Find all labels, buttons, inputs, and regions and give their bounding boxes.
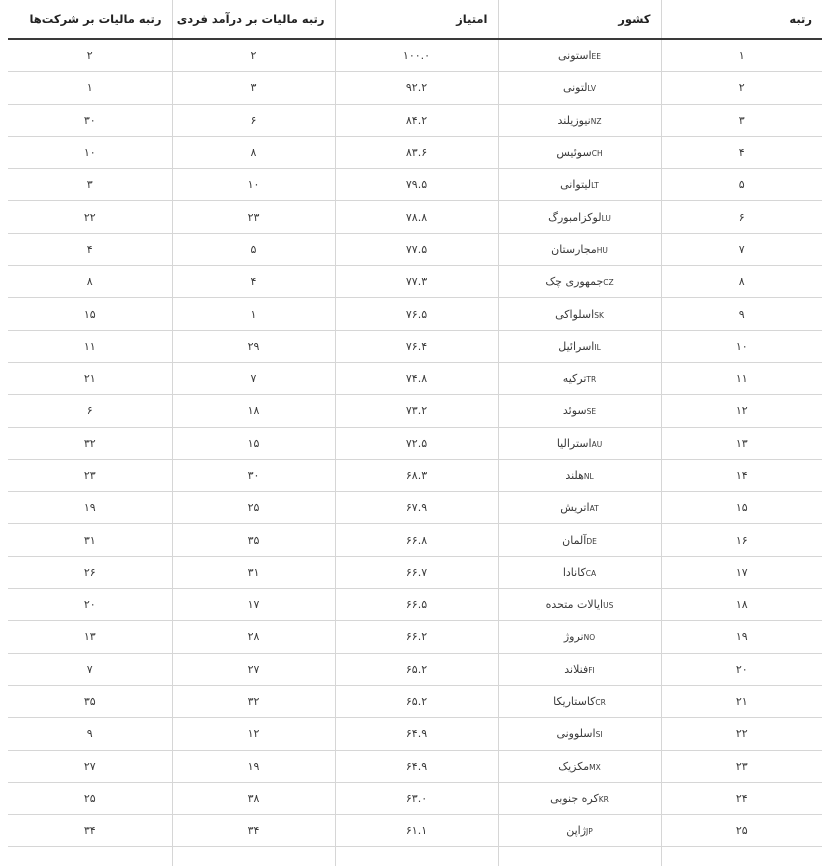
country-name: نیوزیلند [557, 113, 591, 127]
cell-rank: ۴ [661, 136, 822, 168]
cell-individual-tax-rank: ۲۵ [172, 492, 335, 524]
table-row [8, 492, 822, 524]
cell-corporate-tax-rank: ۳۲ [8, 427, 172, 459]
cell-corporate-tax-rank: ۲۲ [8, 201, 172, 233]
country-name: لیتوانی [560, 178, 592, 192]
cell-score: ۶۶.۸ [335, 524, 498, 556]
cell-score: ۷۸.۸ [335, 201, 498, 233]
cell-individual-tax-rank: ۳۴ [172, 815, 335, 847]
cell-corporate-tax-rank: ۳ [8, 169, 172, 201]
cell-individual-tax-rank: ۴ [172, 266, 335, 298]
cell-individual-tax-rank: ۲۳ [172, 201, 335, 233]
country-code: NL [583, 472, 594, 481]
cell-corporate-tax-rank: ۶ [8, 395, 172, 427]
cell-individual-tax-rank: ۱۹ [172, 750, 335, 782]
cell-score: ۷۶.۴ [335, 330, 498, 362]
header-corporate-tax-rank: رتبه مالیات بر شرکت‌ها [8, 0, 172, 39]
country-code: US [603, 601, 614, 611]
country-name: مکزیک [558, 759, 590, 773]
cell-country [498, 718, 661, 750]
table-row [8, 782, 822, 814]
cell-individual-tax-rank: ۶ [172, 104, 335, 136]
cell-country [498, 653, 661, 685]
cell-corporate-tax-rank: ۱۳ [8, 621, 172, 653]
table-row [8, 169, 822, 201]
country-name: نروژ [563, 630, 584, 644]
country-name: ژاپن [566, 824, 587, 838]
cell-country [498, 750, 661, 782]
cell-country [498, 39, 661, 72]
cell-country [498, 492, 661, 524]
table-row [8, 427, 822, 459]
country-code: AU [591, 439, 603, 449]
country-name: اسلواکی [555, 307, 595, 321]
cell-rank: ۲۰ [661, 653, 822, 685]
cell-country [498, 782, 661, 814]
cell-country [498, 459, 661, 491]
cell-corporate-tax-rank: ۹ [8, 718, 172, 750]
cell-corporate-tax-rank: ۳۰ [8, 104, 172, 136]
table-row-partial [8, 847, 822, 866]
country-code: EE [591, 52, 601, 62]
cell-score: ۶۶.۵ [335, 589, 498, 621]
cell-rank: ۲۵ [661, 815, 822, 847]
cell-rank: ۲۲ [661, 718, 822, 750]
header-individual-tax-rank: رتبه مالیات بر درآمد فردی [172, 0, 335, 39]
country-code: LT [591, 181, 599, 191]
table-row [8, 298, 822, 330]
cell-rank: ۲ [661, 72, 822, 104]
cell-rank: ۸ [661, 266, 822, 298]
cell-corporate-tax-rank: ۱۵ [8, 298, 172, 330]
country-code: LV [587, 84, 597, 94]
cell-individual-tax-rank: ۱۸ [172, 395, 335, 427]
cell-corporate-tax-rank: ۲۷ [8, 750, 172, 782]
cell-score: ۶۱.۱ [335, 815, 498, 847]
cell-corporate-tax-rank: ۱ [8, 72, 172, 104]
cell-corporate-tax-rank: ۱۹ [8, 492, 172, 524]
country-code: HU [596, 245, 608, 255]
country-code: CZ [603, 278, 614, 288]
country-name: کره جنوبی [550, 791, 599, 805]
country-name: لوکزامبورگ [548, 210, 602, 224]
cell-score: ۱۰۰.۰ [335, 39, 498, 72]
table-row [8, 524, 822, 556]
table-header [8, 0, 822, 39]
country-name: لتونی [562, 81, 588, 95]
country-code: NZ [590, 116, 602, 126]
cell-country [498, 621, 661, 653]
cell-score: ۸۳.۶ [335, 136, 498, 168]
cell-rank: ۱۴ [661, 459, 822, 491]
cell-score: ۷۷.۳ [335, 266, 498, 298]
table-row [8, 136, 822, 168]
table-row [8, 330, 822, 362]
cell-score: ۷۷.۵ [335, 233, 498, 265]
cell-corporate-tax-rank: ۲۰ [8, 589, 172, 621]
header-rank: رتبه [661, 0, 822, 39]
cell-corporate-tax-rank: ۳۴ [8, 815, 172, 847]
cell-rank: ۲۱ [661, 685, 822, 717]
country-code: KR [598, 794, 609, 804]
cell-individual-tax-rank: ۱ [172, 298, 335, 330]
cell-country [498, 815, 661, 847]
cell-country [498, 685, 661, 717]
cell-rank: ۶ [661, 201, 822, 233]
country-code: FI [588, 665, 595, 675]
cell-country [498, 395, 661, 427]
cell-score: ۷۶.۵ [335, 298, 498, 330]
country-code: NO [583, 633, 596, 643]
cell-corporate-tax-rank: ۸ [8, 266, 172, 298]
cell-rank: ۱۷ [661, 556, 822, 588]
cell-corporate-tax-rank: ۲ [8, 39, 172, 72]
header-row [8, 0, 822, 39]
country-name: فنلاند [564, 662, 589, 676]
cell-corporate-tax-rank: ۱۰ [8, 136, 172, 168]
cell-country [498, 298, 661, 330]
country-name: استرالیا [556, 436, 592, 450]
cell-corporate-tax-rank: ۴ [8, 233, 172, 265]
header-country: کشور [498, 0, 661, 39]
cell-empty [661, 847, 822, 866]
country-name: اسرائیل [558, 339, 595, 353]
country-code: SE [586, 407, 597, 417]
country-name: هلند [565, 469, 584, 482]
table-row [8, 362, 822, 394]
cell-score: ۷۲.۵ [335, 427, 498, 459]
cell-individual-tax-rank: ۱۰ [172, 169, 335, 201]
table-row [8, 233, 822, 265]
cell-country [498, 201, 661, 233]
cell-score: ۷۴.۸ [335, 362, 498, 394]
cell-rank: ۱۲ [661, 395, 822, 427]
cell-score: ۷۳.۲ [335, 395, 498, 427]
cell-corporate-tax-rank: ۷ [8, 653, 172, 685]
table-row [8, 556, 822, 588]
cell-country [498, 72, 661, 104]
cell-country [498, 589, 661, 621]
country-code: JP [586, 827, 593, 837]
cell-individual-tax-rank: ۳۱ [172, 556, 335, 588]
cell-rank: ۲۴ [661, 782, 822, 814]
cell-rank: ۷ [661, 233, 822, 265]
cell-individual-tax-rank: ۱۲ [172, 718, 335, 750]
cell-individual-tax-rank: ۲ [172, 39, 335, 72]
cell-score: ۶۴.۹ [335, 750, 498, 782]
table-row [8, 589, 822, 621]
cell-corporate-tax-rank: ۲۱ [8, 362, 172, 394]
country-name: استونی [558, 49, 592, 63]
table-row [8, 104, 822, 136]
cell-individual-tax-rank: ۷ [172, 362, 335, 394]
cell-rank: ۹ [661, 298, 822, 330]
cell-individual-tax-rank: ۵ [172, 233, 335, 265]
table-row [8, 266, 822, 298]
cell-rank: ۱۳ [661, 427, 822, 459]
cell-rank: ۱۵ [661, 492, 822, 524]
country-name: اسلوونی [556, 727, 596, 741]
country-name: جمهوری چک [545, 275, 604, 289]
country-name: آلمان [562, 533, 587, 547]
country-code: CR [595, 698, 606, 708]
country-name: سوئیس [556, 146, 592, 160]
table-row [8, 72, 822, 104]
country-code: CA [585, 568, 597, 578]
table-row [8, 39, 822, 72]
cell-score: ۸۴.۲ [335, 104, 498, 136]
cell-individual-tax-rank: ۲۸ [172, 621, 335, 653]
country-name: مجارستان [551, 242, 597, 256]
cell-score: ۶۵.۲ [335, 653, 498, 685]
country-code: AT [589, 504, 599, 514]
table-row [8, 653, 822, 685]
cell-country [498, 362, 661, 394]
cell-country [498, 233, 661, 265]
cell-score: ۶۴.۹ [335, 718, 498, 750]
cell-corporate-tax-rank: ۲۳ [8, 459, 172, 491]
cell-country [498, 169, 661, 201]
country-code: MX [589, 762, 601, 772]
cell-corporate-tax-rank: ۳۱ [8, 524, 172, 556]
cell-corporate-tax-rank: ۲۵ [8, 782, 172, 814]
table-row [8, 685, 822, 717]
country-name: سوئد [562, 404, 587, 418]
cell-empty [335, 847, 498, 866]
table-row [8, 750, 822, 782]
cell-rank: ۱۰ [661, 330, 822, 362]
tax-ranking-table [8, 0, 822, 866]
country-code: IL [594, 342, 601, 352]
cell-empty [172, 847, 335, 866]
country-name: کاستاریکا [553, 695, 596, 709]
cell-rank: ۱۶ [661, 524, 822, 556]
cell-score: ۶۷.۹ [335, 492, 498, 524]
cell-score: ۶۶.۷ [335, 556, 498, 588]
cell-score: ۶۶.۲ [335, 621, 498, 653]
table-row [8, 201, 822, 233]
cell-country [498, 136, 661, 168]
cell-rank: ۱۸ [661, 589, 822, 621]
cell-individual-tax-rank: ۱۵ [172, 427, 335, 459]
country-name: ترکیه [562, 372, 587, 386]
cell-corporate-tax-rank: ۳۵ [8, 685, 172, 717]
cell-country [498, 266, 661, 298]
country-code: LU [601, 213, 611, 223]
cell-country [498, 427, 661, 459]
cell-empty [498, 847, 661, 866]
table-row [8, 459, 822, 491]
country-code: DE [586, 536, 597, 546]
cell-individual-tax-rank: ۱۷ [172, 589, 335, 621]
table-row [8, 395, 822, 427]
cell-country [498, 524, 661, 556]
cell-corporate-tax-rank: ۲۶ [8, 556, 172, 588]
cell-country [498, 104, 661, 136]
country-code: SI [595, 730, 603, 740]
table-row [8, 815, 822, 847]
cell-individual-tax-rank: ۳ [172, 72, 335, 104]
cell-corporate-tax-rank: ۱۱ [8, 330, 172, 362]
cell-score: ۶۸.۳ [335, 459, 498, 491]
country-code: CH [591, 149, 603, 159]
table-body [8, 39, 822, 866]
cell-country [498, 330, 661, 362]
cell-individual-tax-rank: ۳۰ [172, 459, 335, 491]
cell-rank: ۵ [661, 169, 822, 201]
cell-empty [8, 847, 172, 866]
cell-score: ۷۹.۵ [335, 169, 498, 201]
table-row [8, 621, 822, 653]
cell-individual-tax-rank: ۳۲ [172, 685, 335, 717]
table-row [8, 718, 822, 750]
cell-individual-tax-rank: ۳۵ [172, 524, 335, 556]
country-code: TR [586, 375, 597, 385]
cell-individual-tax-rank: ۲۹ [172, 330, 335, 362]
cell-score: ۹۲.۲ [335, 72, 498, 104]
cell-individual-tax-rank: ۲۷ [172, 653, 335, 685]
cell-country [498, 556, 661, 588]
cell-rank: ۱۱ [661, 362, 822, 394]
cell-rank: ۱ [661, 39, 822, 72]
cell-rank: ۳ [661, 104, 822, 136]
cell-individual-tax-rank: ۸ [172, 136, 335, 168]
country-name: اتریش [560, 501, 590, 515]
country-code: SK [594, 310, 604, 320]
cell-rank: ۲۳ [661, 750, 822, 782]
cell-individual-tax-rank: ۳۸ [172, 782, 335, 814]
cell-rank: ۱۹ [661, 621, 822, 653]
country-name: کانادا [562, 565, 586, 579]
cell-score: ۶۳.۰ [335, 782, 498, 814]
country-name: ایالات متحده [545, 598, 604, 612]
cell-score: ۶۵.۲ [335, 685, 498, 717]
header-score: امتیاز [335, 0, 498, 39]
